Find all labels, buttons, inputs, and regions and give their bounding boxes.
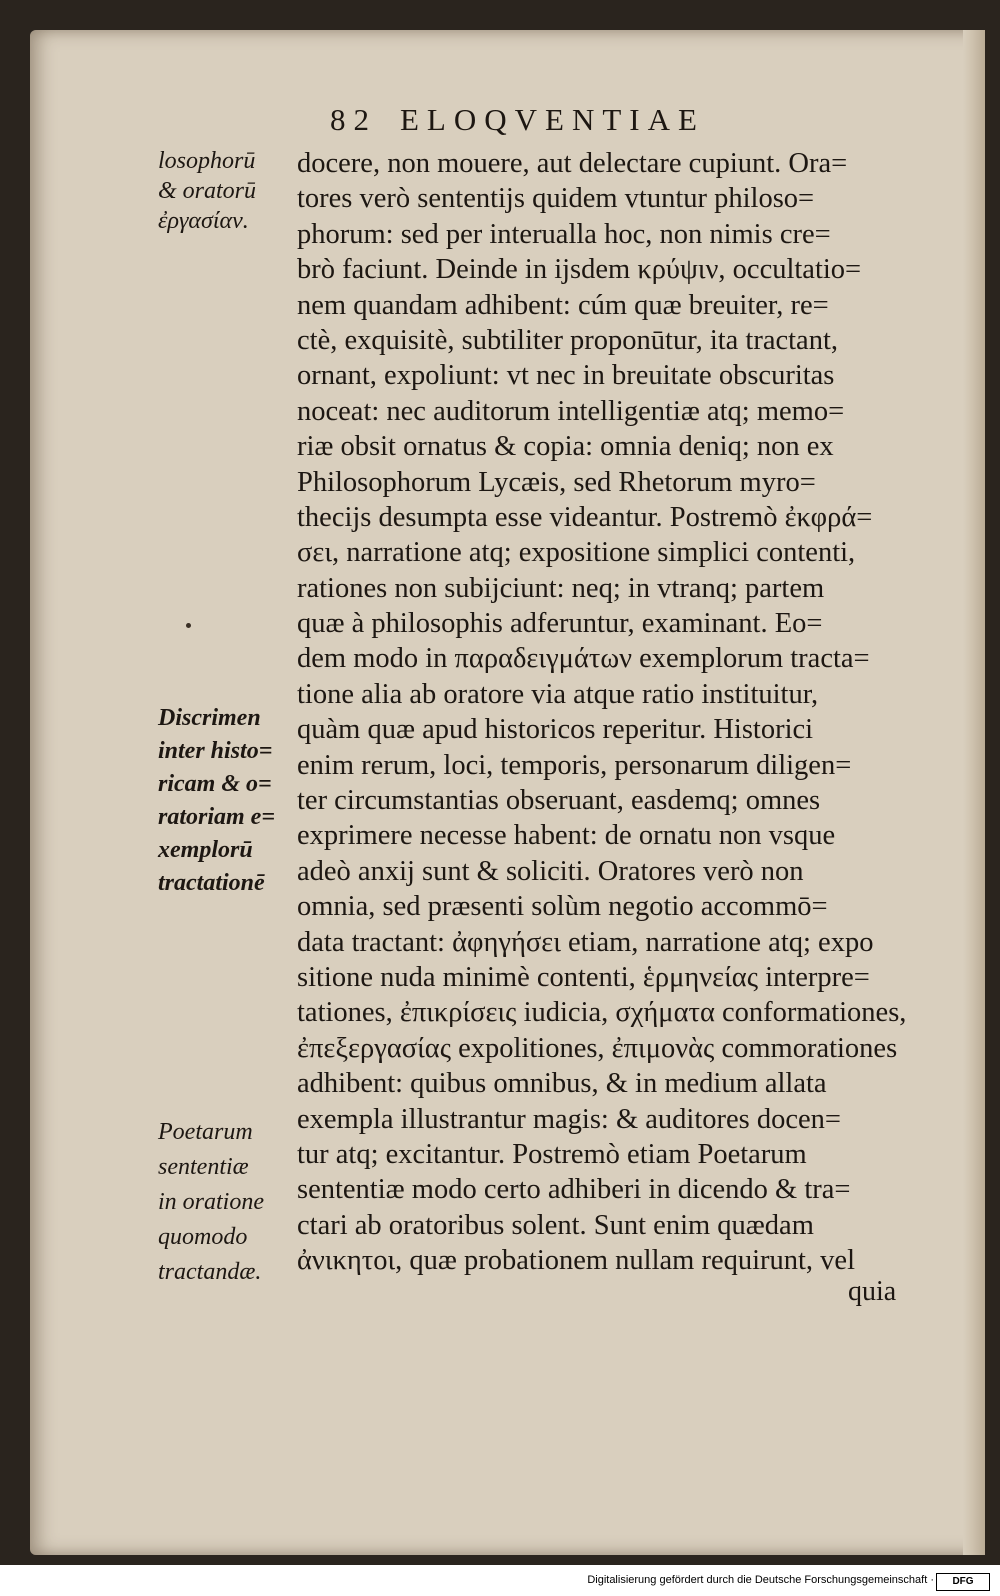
text-line: quæ à philosophis adferuntur, examinant. Eo= [297, 608, 823, 640]
text-line: tationes, ἐπικρίσεις iudicia, σχήματα conformationes, [297, 997, 907, 1029]
marginal-line: Discrimen [158, 705, 261, 731]
running-head [330, 102, 850, 138]
text-line: Philosophorum Lycæis, sed Rhetorum myro= [297, 466, 816, 498]
marginal-line: & oratorū [158, 178, 257, 204]
marginal-line: ratoriam e= [158, 804, 276, 830]
text-line: brò faciunt. Deinde in ijsdem κρύψιν, occultatio= [297, 254, 862, 286]
text-line: ter circumstantias obseruant, easdemq; omnes [297, 785, 821, 817]
text-line: exprimere necesse habent: de ornatu non vsque [297, 820, 836, 852]
dfg-logo: DFG [936, 1573, 990, 1591]
marginal-line: ἐργασίαν. [158, 208, 249, 234]
text-line: omnia, sed præsenti solùm negotio accommō= [297, 891, 828, 923]
text-line: sitione nuda minimè contenti, ἑρμηνείας interpre= [297, 961, 870, 993]
text-line: tur atq; excitantur. Postremò etiam Poetarum [297, 1138, 807, 1170]
text-line: nem quandam adhibent: cúm quæ breuiter, re= [297, 289, 829, 321]
marginal-note-1 [158, 146, 298, 236]
text-line: quàm quæ apud historicos reperitur. Historici [297, 714, 814, 746]
marginal-line: Poetarum [158, 1119, 253, 1145]
text-line: sententiæ modo certo adhiberi in dicendo & tra= [297, 1174, 851, 1206]
marginal-line: sententiæ [158, 1154, 249, 1180]
text-line: tores verò sententijs quidem vtuntur philoso= [297, 183, 815, 215]
marginal-line: xemplorū [158, 837, 253, 863]
marginal-line: inter histo= [158, 738, 273, 764]
marginal-note-3 [158, 1115, 298, 1290]
text-line: rationes non subijciunt: neq; in vtranq; partem [297, 572, 825, 604]
marginal-line: tractationē [158, 870, 265, 896]
text-line: docere, non mouere, aut delectare cupiunt. Ora= [297, 148, 848, 179]
text-line: ctari ab oratoribus solent. Sunt enim quædam [297, 1209, 814, 1241]
page-number: 82 [330, 102, 377, 137]
running-title: ELOQVENTIAE [400, 102, 705, 137]
text-line: enim rerum, loci, temporis, personarum diligen= [297, 749, 852, 781]
text-line: dem modo in παραδειγμάτων exemplorum tracta= [297, 643, 870, 675]
marginal-line: in oratione [158, 1189, 264, 1215]
text-line: riæ obsit ornatus & copia: omnia deniq; non ex [297, 431, 834, 463]
text-line: data tractant: ἀφηγήσει etiam, narratione atq; expo [297, 926, 874, 958]
marginal-note-2 [158, 702, 298, 900]
marginal-line: losophorū [158, 148, 256, 174]
text-line: phorum: sed per interualla hoc, non nimis cre= [297, 218, 831, 250]
marginal-line: tractandæ. [158, 1259, 262, 1285]
text-line: adhibent: quibus omnibus, & in medium allata [297, 1068, 827, 1100]
text-line: exempla illustrantur magis: & auditores docen= [297, 1103, 841, 1135]
funding-credit: Digitalisierung gefördert durch die Deutsche Forschungsgemeinschaft · [587, 1574, 934, 1586]
marginal-line: ricam & o= [158, 771, 272, 797]
text-line: ornant, expoliunt: vt nec in breuitate obscuritas [297, 360, 835, 392]
page-edge [963, 30, 985, 1555]
text-line: ctè, exquisitè, subtiliter proponūtur, ita tractant, [297, 324, 838, 356]
marginal-line: quomodo [158, 1224, 248, 1250]
text-line: tione alia ab oratore via atque ratio instituitur, [297, 678, 819, 710]
catchword: quia [848, 1276, 897, 1307]
ink-speck [186, 623, 191, 628]
text-line: σει, narratione atq; expositione simplici contenti, [297, 537, 856, 569]
text-line: noceat: nec auditorum intelligentiæ atq; memo= [297, 395, 845, 427]
text-line: ἀνικητοι, quæ probationem nullam requirunt, vel [297, 1245, 855, 1277]
text-line: thecijs desumpta esse videantur. Postremò ἐκφρά= [297, 501, 873, 533]
footer-bar [0, 1565, 1000, 1596]
text-line: ἐπεξεργασίας expolitiones, ἐπιμονὰς commorationes [297, 1032, 898, 1064]
body-text [297, 146, 957, 1279]
text-line: adeò anxij sunt & soliciti. Oratores verò non [297, 855, 804, 887]
